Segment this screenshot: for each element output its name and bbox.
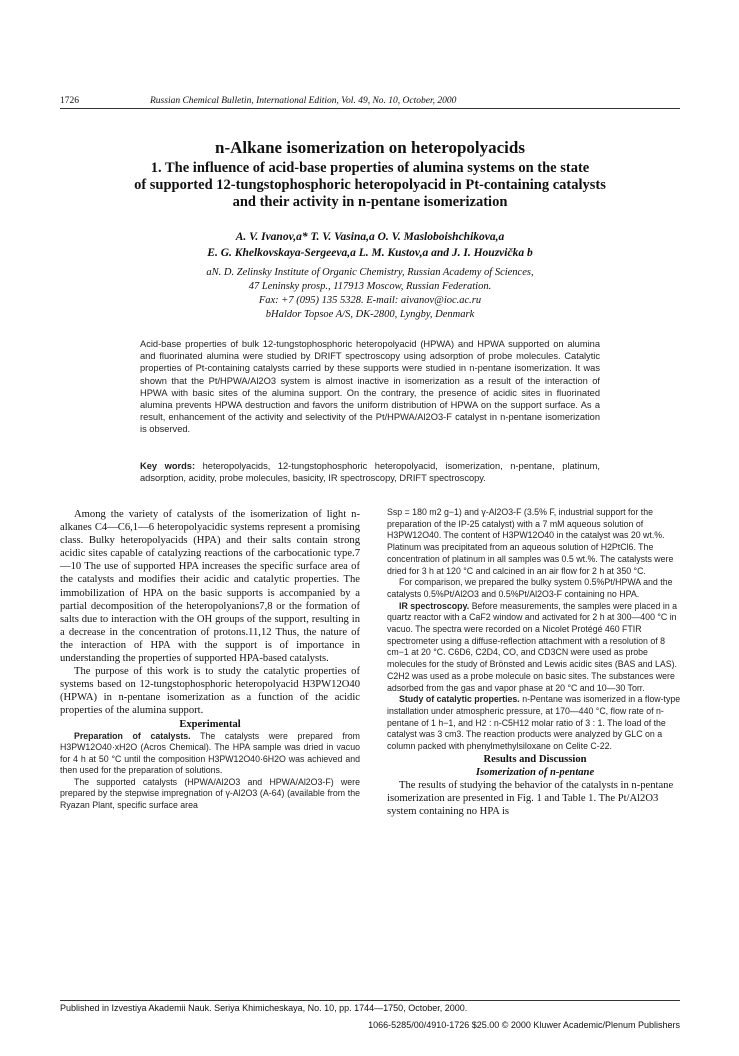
- authors-line: A. V. Ivanov,a* T. V. Vasina,a O. V. Masloboishchikova,a: [235, 231, 505, 243]
- journal-citation: Russian Chemical Bulletin, International Edition, Vol. 49, No. 10, October, 2000: [150, 96, 457, 106]
- page-number: 1726: [60, 96, 79, 106]
- author-list: [40, 229, 700, 261]
- catalysis-text: n-Pentane was isomerized in a flow-type installation under atmospheric pressure, at 170—440 °C, flow rate of n-pentane of 1 h−1, and H2 : n-C5H12 molar ratio of 3 : 1. The load of the catalyst was 3 cm3. The reaction products were analyzed by GLC on a column packed with phenylmethylsiloxane on Celite C-22.: [387, 694, 681, 752]
- intro-paragraph: The purpose of this work is to study the catalytic properties of systems based on 12-tungstophosphoric heteropolyacid H3PW12O40 (HPWA) in n-pentane isomerization as a function of the acidic properties of the alumina support.: [60, 666, 360, 717]
- keywords: [140, 460, 600, 484]
- subtitle-line: 1. The influence of acid-base properties of alumina systems on the state: [150, 160, 590, 176]
- footer-divider: [60, 1000, 680, 1001]
- copyright-line: 1066-5285/00/4910-1726 $25.00 © 2000 Kluwer Academic/Plenum Publishers: [368, 1020, 680, 1030]
- results-paragraph: The results of studying the behavior of the catalysts in n-pentane isomerization are presented in Fig. 1 and Table 1. The Pt/Al2O3 system containing no HPA is: [387, 779, 674, 818]
- prep-label: Preparation of catalysts.: [74, 730, 191, 741]
- ir-paragraph: [387, 601, 683, 695]
- affiliation-line: 47 Leninsky prosp., 117913 Moscow, Russian Federation.: [248, 281, 492, 292]
- intro-paragraph: Among the variety of catalysts of the isomerization of light n-alkanes C4—C6,1—6 heteropolyacidic systems represent a promising class. Bulky heteropolyacids (HPA) and their salts contain strong acidic sites capable of catalyzing reactions of the carbocationic type.7—10 The use of supported HPA increases the specific surface area of the catalysts and modifies their acidic and catalytic properties. The immobilization of HPA on the basic supports is accompanied by a partial decomposition of the heteropolyanions7,8 or the formation of salts due to interaction with the OH groups of the support, resulting in a decrease in the concentration of protons.11,12 Thus, the nature of the interaction of HPA with the support is of importance in understanding the properties of supported HPA-based catalysts.: [60, 509, 360, 665]
- abstract: Acid-base properties of bulk 12-tungstophosphoric heteropolyacid (HPWA) and HPWA supported on alumina and fluorinated alumina were studied by DRIFT spectroscopy using adsorption of probe molecules. Catalytic properties of Pt-containing catalysts carried by these supports were studied in n-pentane isomerization. It was shown that the Pt/HPWA/Al2O3 system is almost inactive in isomerization as a result of the interaction of HPWA with basic sites of the alumina support. On the contrary, the presence of acidic sites in fluorinated alumina prevents HPWA destruction and favors the uniform distribution of HPWA on the support surface. As a result, enhancement of the activity and selectivity of the Pt/HPWA/Al2O3-F catalyst in n-pentane isomerization is observed.: [140, 339, 600, 435]
- affiliation-line: aN. D. Zelinsky Institute of Organic Chemistry, Russian Academy of Sciences,: [206, 267, 534, 278]
- results-heading: Results and Discussion: [483, 753, 587, 765]
- catalysis-label: Study of catalytic properties.: [399, 694, 520, 705]
- article-title: n-Alkane isomerization on heteropolyacids: [215, 138, 525, 157]
- affiliation-line: bHaldor Topsoe A/S, DK-2800, Lyngby, Denmark: [265, 309, 475, 320]
- left-column: [60, 508, 360, 811]
- subtitle-line: and their activity in n-pentane isomerization: [232, 194, 508, 210]
- right-column: [387, 507, 683, 818]
- prep-text: The catalysts were prepared from H3PW12O40·xH2O (Acros Chemical). The HPA sample was dried in vacuo for 4 h at 50 °C until the composition H3PW12O40·6H2O was achieved and then used for the preparation of solutions.: [60, 730, 360, 776]
- authors-line: E. G. Khelkovskaya-Sergeeva,a L. M. Kustov,a and J. I. Houzvička b: [207, 247, 533, 259]
- affiliation-line: Fax: +7 (095) 135 5328. E-mail: aivanov@ioc.ac.ru: [258, 295, 482, 306]
- isomerization-heading: Isomerization of n-pentane: [475, 766, 595, 778]
- methods-paragraph: Ssp = 180 m2 g−1) and γ-Al2O3-F (3.5% F, industrial support for the preparation of the IP-25 catalyst) with a 7 mM aqueous solution of H3PW12O40. The content of H3PW12O40 in the catalyst was 20 wt.%. Platinum was precipitated from an aqueous solution of H2PtCl6. The concentration of platinum in all samples was 0.5 wt.%. The catalysts were dried for 3 h at 120 °C and calcined in an air flow for 2 h at 350 °C.: [387, 507, 674, 576]
- prep-paragraph: [60, 731, 360, 777]
- subtitle-line: of supported 12-tungstophosphoric heteropolyacid in Pt-containing catalysts: [134, 177, 606, 193]
- keywords-label: Key words:: [140, 461, 196, 471]
- header-divider: [60, 108, 680, 109]
- article-subtitle: [40, 160, 700, 211]
- keywords-text: heteropolyacids, 12-tungstophosphoric heteropolyacid, isomerization, n-pentane, platinum, adsorption, acidity, probe molecules, basicity, IR spectroscopy, DRIFT spectroscopy.: [140, 461, 600, 484]
- comparison-paragraph: For comparison, we prepared the bulky system 0.5%Pt/HPWA and the catalysts 0.5%Pt/Al2O3 and 0.5%Pt/Al2O3-F containing no HPA.: [387, 577, 673, 599]
- affiliations: [40, 266, 700, 322]
- prep-paragraph-2: The supported catalysts (HPWA/Al2O3 and HPWA/Al2O3-F) were prepared by the stepwise impregnation of γ-Al2O3 (A-64) (available from the Ryazan Plant, specific surface area: [60, 776, 360, 810]
- experimental-heading: Experimental: [179, 718, 241, 730]
- ir-label: IR spectroscopy.: [399, 600, 470, 611]
- ir-text: Before measurements, the samples were placed in a quartz reactor with a CaF2 window and activated for 2 h at 300—400 °C in vacuo. The spectra were recorded on a Nicolet Protégé 460 FTIR spectrometer using a diffuse-reflection attachment with a resolution of 8 cm−1 at 20 °C. C6D6, C2D4, CO, and CD3CN were used as probe molecules for the study of Brönsted and Lewis acidic sites (BAS and LAS). C2H2 was used as a probe molecule on basic sites. The substances were adsorbed from the gas and vapor phase at 20 °C and 10—30 Torr.: [387, 600, 678, 693]
- catalysis-paragraph: [387, 694, 683, 753]
- publication-note: Published in Izvestiya Akademii Nauk. Seriya Khimicheskaya, No. 10, pp. 1744—1750, October, 2000.: [60, 1003, 468, 1013]
